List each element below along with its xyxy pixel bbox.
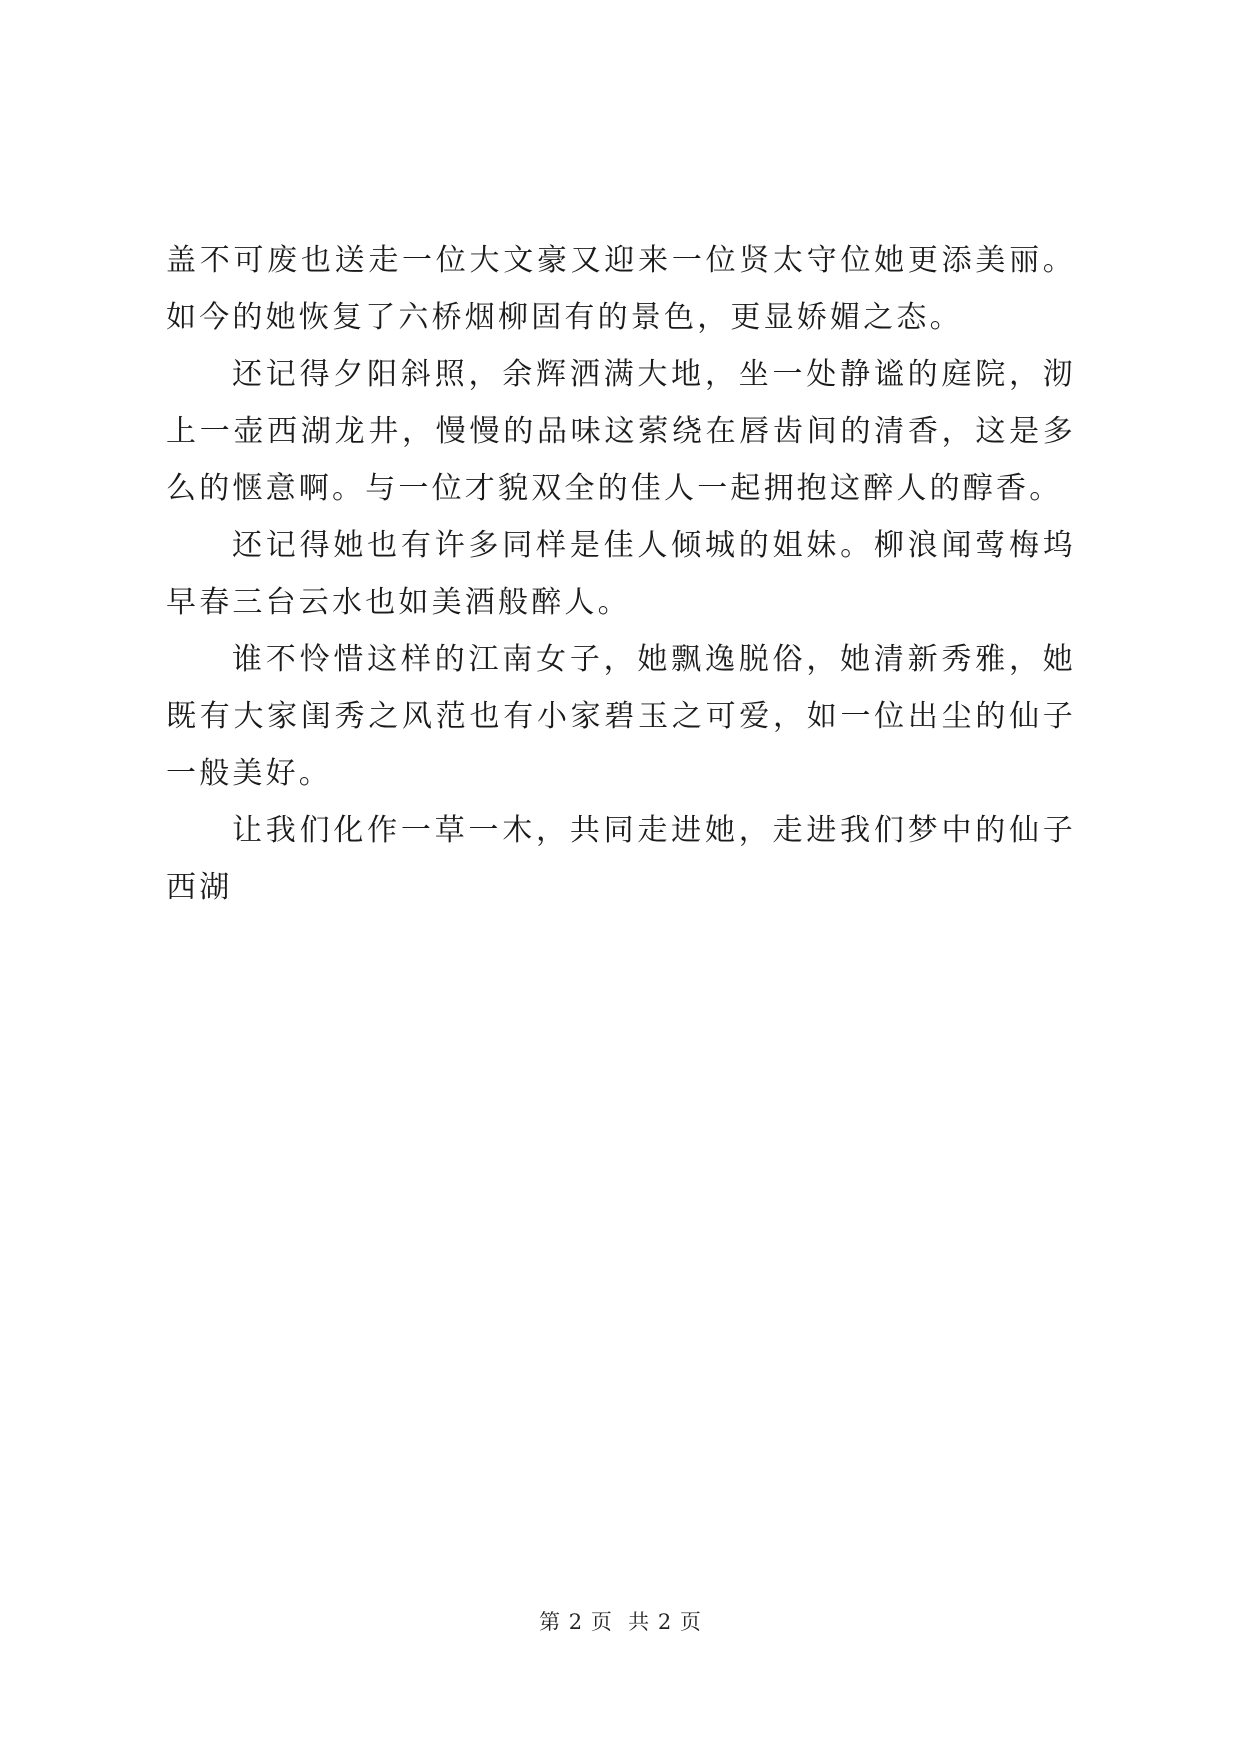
paragraph-1: 盖不可废也送走一位大文豪又迎来一位贤太守位她更添美丽。如今的她恢复了六桥烟柳固有的景色，更显娇媚之态。	[166, 243, 1076, 335]
paragraph-4: 谁不怜惜这样的江南女子，她飘逸脱俗，她清新秀雅，她既有大家闺秀之风范也有小家碧玉之可爱，如一位出尘的仙子一般美好。	[166, 642, 1076, 791]
body-text	[166, 232, 1076, 916]
paragraph-3: 还记得她也有许多同样是佳人倾城的姐妹。柳浪闻莺梅坞早春三台云水也如美酒般醉人。	[166, 528, 1076, 620]
page-number-label: 第 2 页 共 2 页	[539, 1610, 702, 1634]
page-footer	[0, 1606, 1241, 1636]
paragraph-2: 还记得夕阳斜照，余辉洒满大地，坐一处静谧的庭院，沏上一壶西湖龙井，慢慢的品味这萦绕在唇齿间的清香，这是多么的惬意啊。与一位才貌双全的佳人一起拥抱这醉人的醇香。	[166, 357, 1076, 506]
paragraph-5: 让我们化作一草一木，共同走进她，走进我们梦中的仙子西湖	[166, 813, 1076, 905]
